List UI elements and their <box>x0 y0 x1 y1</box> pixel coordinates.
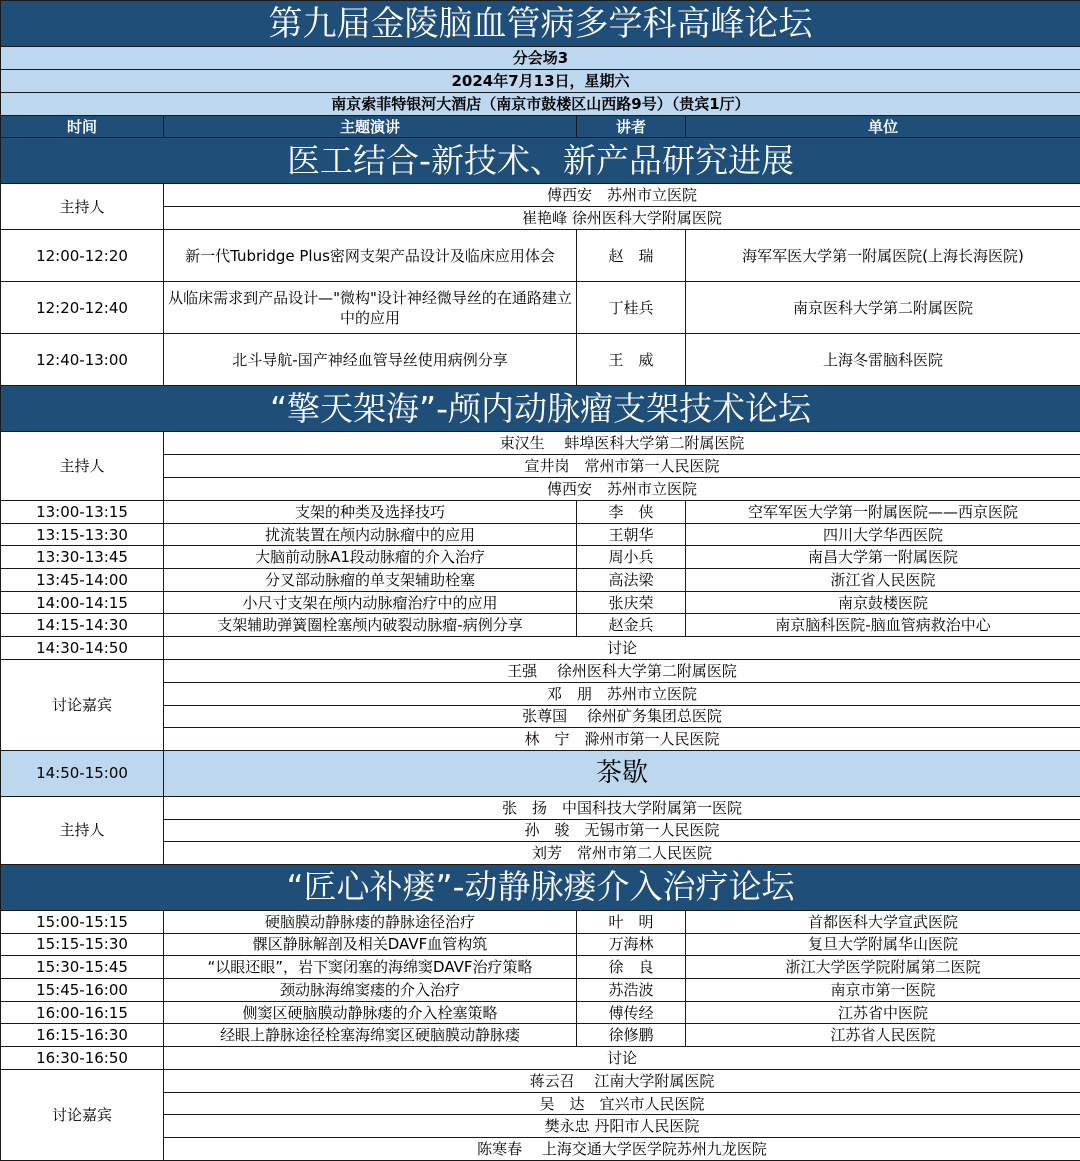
host-row <box>1 184 1080 207</box>
guest-row <box>1 660 1080 683</box>
session-label: 分会场3 <box>1 47 1080 70</box>
page-title: 第九届金陵脑血管病多学科高峰论坛 <box>1 1 1080 47</box>
host-name: 张 扬 中国科技大学附属第一医院 <box>164 796 1080 819</box>
session-location: 南京索菲特银河大酒店（南京市鼓楼区山西路9号）（贵宾1厅） <box>1 93 1080 116</box>
guest-name: 樊永忠 丹阳市人民医院 <box>164 1115 1080 1138</box>
talk-unit: 南昌大学第一附属医院 <box>686 546 1080 569</box>
tea-break-row <box>1 750 1080 796</box>
section3-title: “匠心补瘘”-动静脉瘘介入治疗论坛 <box>1 864 1080 910</box>
talk-unit: 四川大学华西医院 <box>686 523 1080 546</box>
talk-speaker: 周小兵 <box>577 546 686 569</box>
talk-row <box>1 523 1080 546</box>
talk-speaker: 丁桂兵 <box>577 282 686 334</box>
talk-time: 13:30-13:45 <box>1 546 164 569</box>
section2-title: “擎天架海”-颅内动脉瘤支架技术论坛 <box>1 386 1080 432</box>
talk-time: 15:30-15:45 <box>1 956 164 979</box>
talk-row <box>1 546 1080 569</box>
talk-speaker: 赵 瑞 <box>577 230 686 282</box>
talk-speaker: 王 威 <box>577 334 686 386</box>
talk-topic: 北斗导航-国产神经血管导丝使用病例分享 <box>164 334 577 386</box>
venue-session-row <box>1 47 1080 70</box>
venue-location-row <box>1 93 1080 116</box>
column-header-unit: 单位 <box>686 116 1080 138</box>
discussion-label: 讨论 <box>164 637 1080 660</box>
column-header-topic: 主题演讲 <box>164 116 577 138</box>
talk-unit: 南京市第一医院 <box>686 979 1080 1002</box>
talk-time: 16:00-16:15 <box>1 1001 164 1024</box>
host-name: 傅西安 苏州市立医院 <box>164 184 1080 207</box>
discussion-time: 16:30-16:50 <box>1 1047 164 1070</box>
column-header-row <box>1 116 1080 138</box>
talk-topic: 小尺寸支架在颅内动脉瘤治疗中的应用 <box>164 591 577 614</box>
title-row <box>1 1 1080 47</box>
talk-topic: 新一代Tubridge Plus密网支架产品设计及临床应用体会 <box>164 230 577 282</box>
talk-unit: 空军军医大学第一附属医院——西京医院 <box>686 501 1080 524</box>
host-label: 主持人 <box>1 796 164 864</box>
talk-unit: 浙江大学医学院附属第二医院 <box>686 956 1080 979</box>
talk-speaker: 傅传经 <box>577 1001 686 1024</box>
host-label: 主持人 <box>1 432 164 501</box>
host-name: 宣井岗 常州市第一人民医院 <box>164 455 1080 478</box>
host-name: 崔艳峰 徐州医科大学附属医院 <box>164 207 1080 230</box>
talk-row <box>1 956 1080 979</box>
talk-time: 13:15-13:30 <box>1 523 164 546</box>
talk-row <box>1 910 1080 933</box>
talk-topic: 支架的种类及选择技巧 <box>164 501 577 524</box>
column-header-speaker: 讲者 <box>577 116 686 138</box>
talk-row <box>1 1024 1080 1047</box>
section3-title-row <box>1 864 1080 910</box>
talk-row <box>1 614 1080 637</box>
talk-row <box>1 230 1080 282</box>
talk-row <box>1 1001 1080 1024</box>
talk-unit: 南京医科大学第二附属医院 <box>686 282 1080 334</box>
talk-row <box>1 933 1080 956</box>
host-row <box>1 432 1080 455</box>
talk-topic: 髁区静脉解剖及相关DAVF血管构筑 <box>164 933 577 956</box>
talk-time: 12:40-13:00 <box>1 334 164 386</box>
talk-speaker: 徐修鹏 <box>577 1024 686 1047</box>
talk-time: 12:20-12:40 <box>1 282 164 334</box>
section1-title-row <box>1 138 1080 184</box>
talk-unit: 江苏省人民医院 <box>686 1024 1080 1047</box>
talk-topic: 硬脑膜动静脉瘘的静脉途径治疗 <box>164 910 577 933</box>
talk-topic: 扰流装置在颅内动脉瘤中的应用 <box>164 523 577 546</box>
talk-row <box>1 591 1080 614</box>
talk-time: 13:45-14:00 <box>1 569 164 592</box>
talk-time: 15:00-15:15 <box>1 910 164 933</box>
talk-unit: 浙江省人民医院 <box>686 569 1080 592</box>
guest-name: 邓 朋 苏州市立医院 <box>164 682 1080 705</box>
talk-speaker: 李 侠 <box>577 501 686 524</box>
talk-time: 15:15-15:30 <box>1 933 164 956</box>
talk-time: 15:45-16:00 <box>1 979 164 1002</box>
talk-time: 12:00-12:20 <box>1 230 164 282</box>
talk-speaker: 王朝华 <box>577 523 686 546</box>
guest-name: 蒋云召 江南大学附属医院 <box>164 1070 1080 1093</box>
guest-row <box>1 1070 1080 1093</box>
discussion-row <box>1 1047 1080 1070</box>
talk-topic: 大脑前动脉A1段动脉瘤的介入治疗 <box>164 546 577 569</box>
talk-speaker: 万海林 <box>577 933 686 956</box>
discussion-time: 14:30-14:50 <box>1 637 164 660</box>
host-name: 束汉生 蚌埠医科大学第二附属医院 <box>164 432 1080 455</box>
talk-topic: 侧窦区硬脑膜动静脉瘘的介入栓塞策略 <box>164 1001 577 1024</box>
talk-row <box>1 501 1080 524</box>
tea-break-label: 茶歇 <box>164 750 1080 796</box>
talk-speaker: 徐 良 <box>577 956 686 979</box>
talk-unit: 海军军医大学第一附属医院(上海长海医院) <box>686 230 1080 282</box>
host-name: 孙 骏 无锡市第一人民医院 <box>164 819 1080 842</box>
talk-unit: 上海冬雷脑科医院 <box>686 334 1080 386</box>
talk-row <box>1 334 1080 386</box>
talk-speaker: 张庆荣 <box>577 591 686 614</box>
talk-topic: 支架辅助弹簧圈栓塞颅内破裂动脉瘤-病例分享 <box>164 614 577 637</box>
host-name: 刘芳 常州市第二人民医院 <box>164 842 1080 865</box>
talk-speaker: 苏浩波 <box>577 979 686 1002</box>
guest-name: 吴 达 宜兴市人民医院 <box>164 1092 1080 1115</box>
talk-topic: 颈动脉海绵窦瘘的介入治疗 <box>164 979 577 1002</box>
talk-topic: 分叉部动脉瘤的单支架辅助栓塞 <box>164 569 577 592</box>
talk-topic: “以眼还眼”，岩下窦闭塞的海绵窦DAVF治疗策略 <box>164 956 577 979</box>
talk-time: 14:15-14:30 <box>1 614 164 637</box>
guest-label: 讨论嘉宾 <box>1 660 164 751</box>
guest-name: 张尊国 徐州矿务集团总医院 <box>164 705 1080 728</box>
talk-unit: 南京鼓楼医院 <box>686 591 1080 614</box>
talk-row <box>1 282 1080 334</box>
column-header-time: 时间 <box>1 116 164 138</box>
host-row <box>1 796 1080 819</box>
session-date: 2024年7月13日，星期六 <box>1 70 1080 93</box>
host-label: 主持人 <box>1 184 164 230</box>
guest-name: 王强 徐州医科大学第二附属医院 <box>164 660 1080 683</box>
guest-name: 林 宁 滁州市第一人民医院 <box>164 728 1080 751</box>
talk-time: 16:15-16:30 <box>1 1024 164 1047</box>
talk-speaker: 高法梁 <box>577 569 686 592</box>
talk-row <box>1 569 1080 592</box>
talk-speaker: 叶 明 <box>577 910 686 933</box>
tea-break-time: 14:50-15:00 <box>1 750 164 796</box>
talk-unit: 南京脑科医院-脑血管病救治中心 <box>686 614 1080 637</box>
guest-label: 讨论嘉宾 <box>1 1070 164 1161</box>
talk-topic: 经眼上静脉途径栓塞海绵窦区硬脑膜动静脉瘘 <box>164 1024 577 1047</box>
guest-name: 陈寒春 上海交通大学医学院苏州九龙医院 <box>164 1138 1080 1161</box>
talk-speaker: 赵金兵 <box>577 614 686 637</box>
talk-time: 13:00-13:15 <box>1 501 164 524</box>
discussion-label: 讨论 <box>164 1047 1080 1070</box>
talk-row <box>1 979 1080 1002</box>
section1-title: 医工结合-新技术、新产品研究进展 <box>1 138 1080 184</box>
venue-date-row <box>1 70 1080 93</box>
talk-time: 14:00-14:15 <box>1 591 164 614</box>
talk-unit: 首都医科大学宣武医院 <box>686 910 1080 933</box>
section2-title-row <box>1 386 1080 432</box>
discussion-row <box>1 637 1080 660</box>
talk-topic: 从临床需求到产品设计—"微构"设计神经微导丝的在通路建立中的应用 <box>164 282 577 334</box>
talk-unit: 江苏省中医院 <box>686 1001 1080 1024</box>
talk-unit: 复旦大学附属华山医院 <box>686 933 1080 956</box>
host-name: 傅西安 苏州市立医院 <box>164 478 1080 501</box>
